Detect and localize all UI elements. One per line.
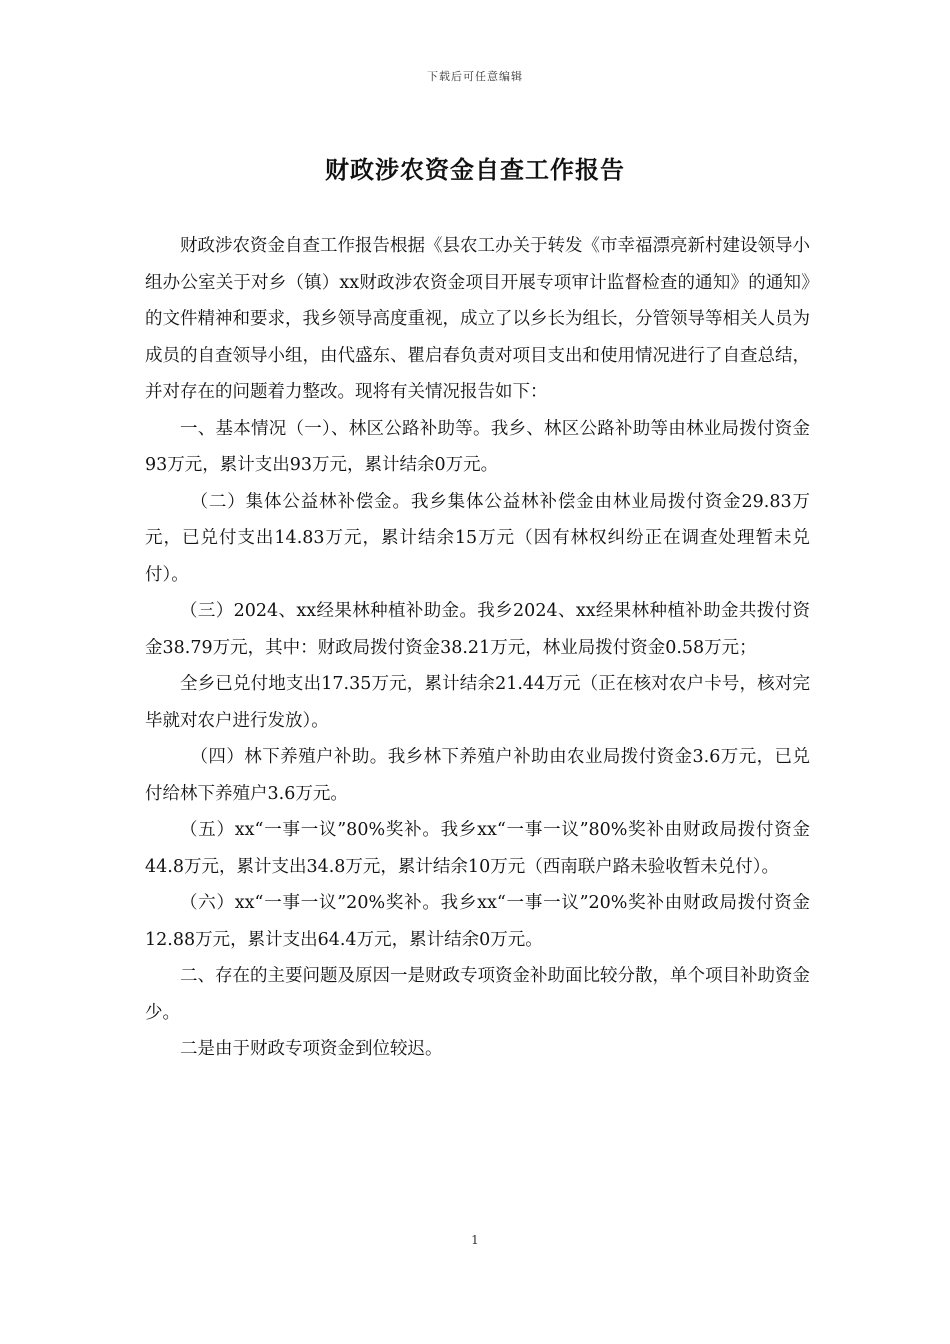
paragraph-problem-2: 二是由于财政专项资金到位较迟。 — [180, 1039, 443, 1059]
paragraph-item-4: （四）林下养殖户补助。我乡林下养殖户补助由农业局拨付资金3.6万元，已兑付给林下养殖户3.6万元。 — [145, 747, 810, 804]
paragraph-item-6: （六）xx“一事一议”20%奖补。我乡xx“一事一议”20%奖补由财政局拨付资金12.88万元，累计支出64.4万元，累计结余0万元。 — [145, 893, 810, 950]
paragraph-item-3-payment: 全乡已兑付地支出17.35万元，累计结余21.44万元（正在核对农户卡号，核对完毕就对农户进行发放）。 — [145, 674, 810, 731]
paragraph-item-5: （五）xx“一事一议”80%奖补。我乡xx“一事一议”80%奖补由财政局拨付资金44.8万元，累计支出34.8万元，累计结余10万元（西南联户路未验收暂未兑付）。 — [145, 820, 810, 877]
paragraph-intro: 财政涉农资金自查工作报告根据《县农工办关于转发《市幸福漂亮新村建设领导小组办公室关于对乡（镇）xx财政涉农资金项目开展专项审计监督检查的通知》的通知》的文件精神和要求，我乡领导高度重视，成立了以乡长为组长，分管领导等相关人员为成员的自查领导小组，由代盛东、瞿启春负责对项目支出和使用情况进行了自查总结，并对存在的问题着力整改。现将有关情况报告如下： — [145, 236, 810, 402]
paragraph-basic-situation: 一、基本情况（一）、林区公路补助等。我乡、林区公路补助等由林业局拨付资金93万元，累计支出93万元，累计结余0万元。 — [145, 418, 810, 475]
paragraph-problems: 二、存在的主要问题及原因一是财政专项资金补助面比较分散，单个项目补助资金少。 — [145, 966, 810, 1023]
header-note: 下载后可任意编辑 — [427, 70, 523, 83]
paragraph-item-3: （三）2024、xx经果林种植补助金。我乡2024、xx经果林种植补助金共拨付资金38.79万元，其中：财政局拨付资金38.21万元，林业局拨付资金0.58万元； — [145, 601, 810, 658]
document-body — [145, 228, 810, 1068]
document-title: 财政涉农资金自查工作报告 — [325, 155, 625, 184]
paragraph-item-2: （二）集体公益林补偿金。我乡集体公益林补偿金由林业局拨付资金29.83万元，已兑付支出14.83万元，累计结余15万元（因有林权纠纷正在调查处理暂未兑付）。 — [145, 491, 810, 585]
page-number: 1 — [471, 1233, 479, 1247]
